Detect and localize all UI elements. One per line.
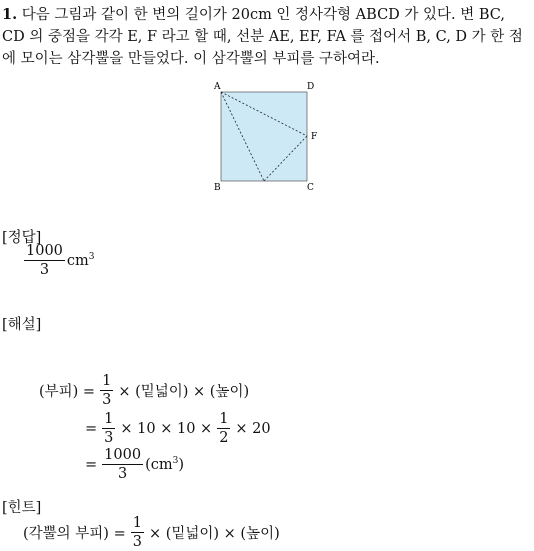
label-c: C: [307, 183, 314, 193]
hint-formula: (각뿔의 부피) = $\frac{1}{3}$ × (밑넓이) × (높이): [23, 515, 280, 550]
answer-fraction: [24, 242, 65, 279]
label-b: B: [214, 183, 221, 193]
solution-header: [해설]: [2, 317, 42, 333]
answer-header: [정답]: [2, 230, 42, 246]
solution-line-2: = $\frac{1}{3}$ × 10 × 10 × $\frac{1}{2}$ × 20: [85, 411, 271, 446]
solution-line-3: = $\frac{1000}{3}$ $(cm^3)$: [85, 447, 184, 482]
problem-statement: 다음 그림과 같이 한 변의 길이가 20cm 인 정사각형 ABCD 가 있다. 변 BC, CD 의 중점을 각각 E, F 라고 할 때, 선분 AE, EF, FA 를 접어서 B, C, D 가 한 점에 모이는 삼각뿔을 만들었다. 이 삼각뿔의 부피를 구하여라.: [2, 7, 523, 67]
solution-unit: $(cm^3)$: [145, 456, 184, 473]
answer-numerator: 1000: [26, 243, 63, 259]
square-fill: [221, 92, 307, 181]
label-f: F: [311, 132, 318, 142]
answer-denominator: 3: [39, 262, 50, 278]
square-figure: [210, 78, 330, 196]
answer-value: [22, 242, 95, 279]
solution-line-1: (부피) = $\frac{1}{3}$ × (밑넓이) × (높이): [39, 373, 250, 408]
label-d: D: [307, 82, 315, 92]
answer-unit: $cm^3$: [66, 252, 95, 269]
problem-number: 1.: [2, 6, 18, 23]
problem-text: [2, 4, 530, 70]
hint-header: [힌트]: [2, 500, 42, 516]
label-a: A: [214, 82, 221, 92]
